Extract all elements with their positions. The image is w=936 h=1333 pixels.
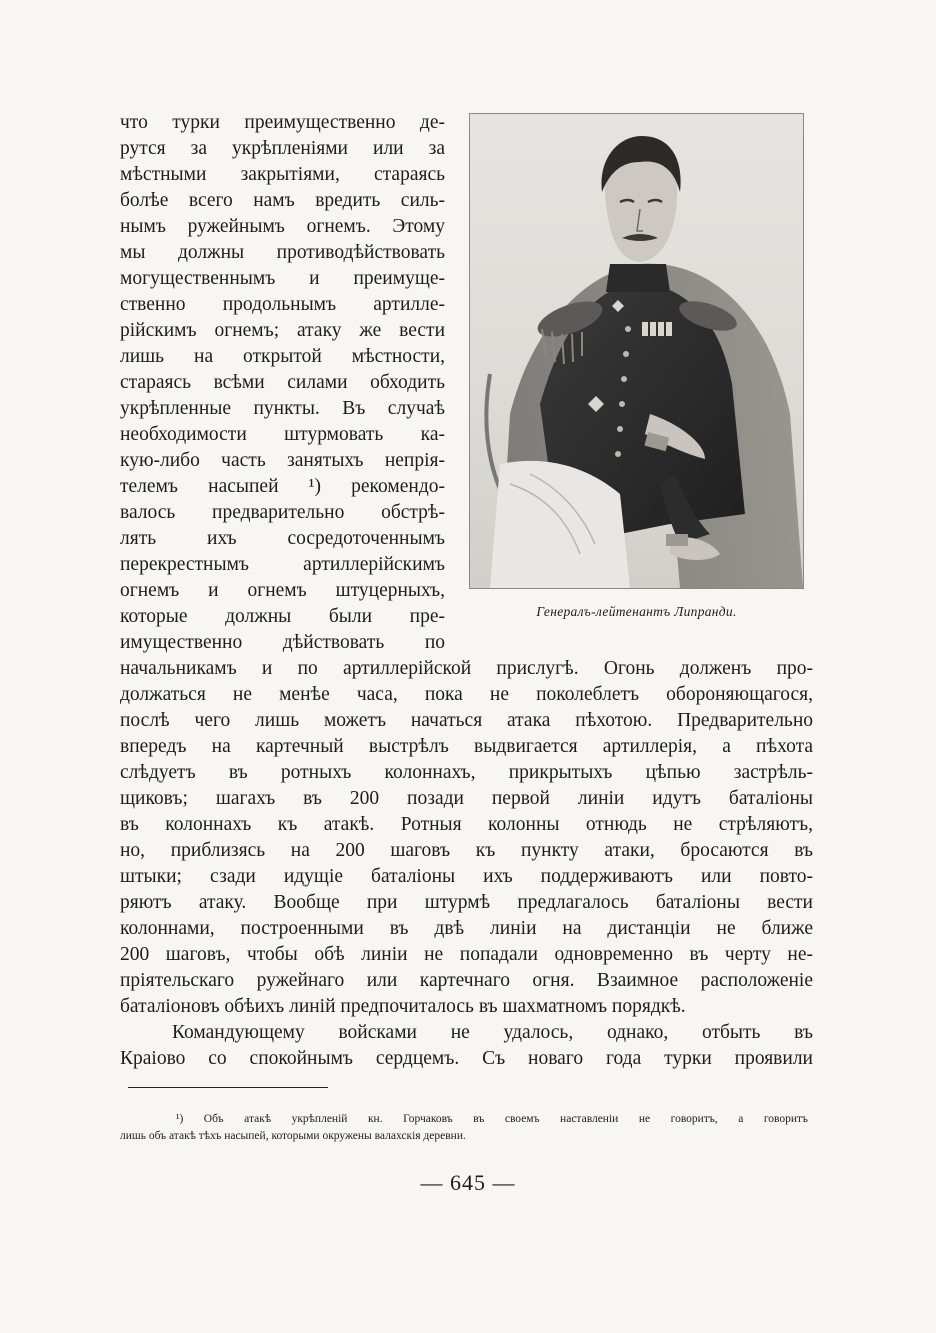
text-line: рійскимъ огнемъ; атаку же вести	[120, 320, 445, 341]
text-line: слѣдуетъ въ ротныхъ колоннахъ, прикрытыхъ цѣпью застрѣль-	[120, 762, 813, 783]
text-line: въ колоннахъ къ атакѣ. Ротныя колонны отнюдь не стрѣляютъ,	[120, 814, 813, 835]
footnote-line: лишь объ атакѣ тѣхъ насыпей, которыми окружены валахскія деревни.	[120, 1130, 466, 1142]
text-line: ственно продольнымъ артилле-	[120, 294, 445, 315]
text-line: ряютъ атаку. Вообще при штурмѣ предлагалось баталіоны вести	[120, 892, 813, 913]
text-line: послѣ чего лишь можетъ начаться атака пѣхотою. Предварительно	[120, 710, 813, 731]
text-line: стараясь всѣми силами обходить	[120, 372, 445, 393]
text-line: баталіоновъ обѣихъ линій предпочиталось въ шахматномъ порядкѣ.	[120, 996, 686, 1017]
text-line: рутся за укрѣпленіями или за	[120, 138, 445, 159]
text-line: валось предварительно обстрѣ-	[120, 502, 445, 523]
text-line: мѣстными закрытіями, стараясь	[120, 164, 445, 185]
text-line: но, приблизясь на 200 шаговъ къ пункту атаки, бросаются въ	[120, 840, 813, 861]
text-line: необходимости штурмовать ка-	[120, 424, 445, 445]
text-line: имущественно дѣйствовать по	[120, 632, 445, 653]
text-line: начальникамъ и по артиллерійской прислугѣ. Огонь долженъ про-	[120, 658, 813, 679]
text-line: перекрестнымъ артиллерійскимъ	[120, 554, 445, 575]
text-line: телемъ насыпей ¹) рекомендо-	[120, 476, 445, 497]
portrait-illustration	[469, 113, 804, 589]
text-line: огнемъ и огнемъ штуцерныхъ,	[120, 580, 445, 601]
text-line: укрѣпленные пункты. Въ случаѣ	[120, 398, 445, 419]
text-line: 200 шаговъ, чтобы обѣ линіи не попадали одновременно въ черту не-	[120, 944, 813, 965]
text-line: мы должны противодѣйствовать	[120, 242, 445, 263]
text-line: лишь на открытой мѣстности,	[120, 346, 445, 367]
text-line: щиковъ; шагахъ въ 200 позади первой линіи идутъ баталіоны	[120, 788, 813, 809]
text-line: что турки преимущественно де-	[120, 112, 445, 133]
text-line: которые должны были пре-	[120, 606, 445, 627]
footnote-line: ¹) Объ атакѣ укрѣпленій кн. Горчаковъ въ своемъ наставленіи не говоритъ, а говоритъ	[176, 1113, 808, 1125]
footnote-rule	[128, 1087, 328, 1088]
text-line: Краіово со спокойнымъ сердцемъ. Съ новаго года турки проявили	[120, 1048, 813, 1069]
text-line: кую-либо часть занятыхъ непрія-	[120, 450, 445, 471]
portrait-caption: Генералъ-лейтенантъ Липранди.	[536, 604, 737, 619]
text-line: впередъ на картечный выстрѣлъ выдвигается артиллерія, а пѣхота	[120, 736, 813, 757]
text-line: должаться не менѣе часа, пока не поколеблетъ обороняющагося,	[120, 684, 813, 705]
text-line: колоннами, построенными въ двѣ линіи на дистанціи не ближе	[120, 918, 813, 939]
portrait-engraving	[470, 114, 803, 588]
text-line: Командующему войсками не удалось, однако, отбыть въ	[172, 1022, 813, 1043]
text-line: пріятельскаго ружейнаго или картечнаго огня. Взаимное расположеніе	[120, 970, 813, 991]
text-line: штыки; сзади идущіе баталіоны ихъ поддерживаютъ или повто-	[120, 866, 813, 887]
text-line: болѣе всего намъ вредить силь-	[120, 190, 445, 211]
text-line: могущественнымъ и преимуще-	[120, 268, 445, 289]
text-line: нымъ ружейнымъ огнемъ. Этому	[120, 216, 445, 237]
page-number: — 645 —	[420, 1170, 516, 1195]
text-line: лять ихъ сосредоточеннымъ	[120, 528, 445, 549]
